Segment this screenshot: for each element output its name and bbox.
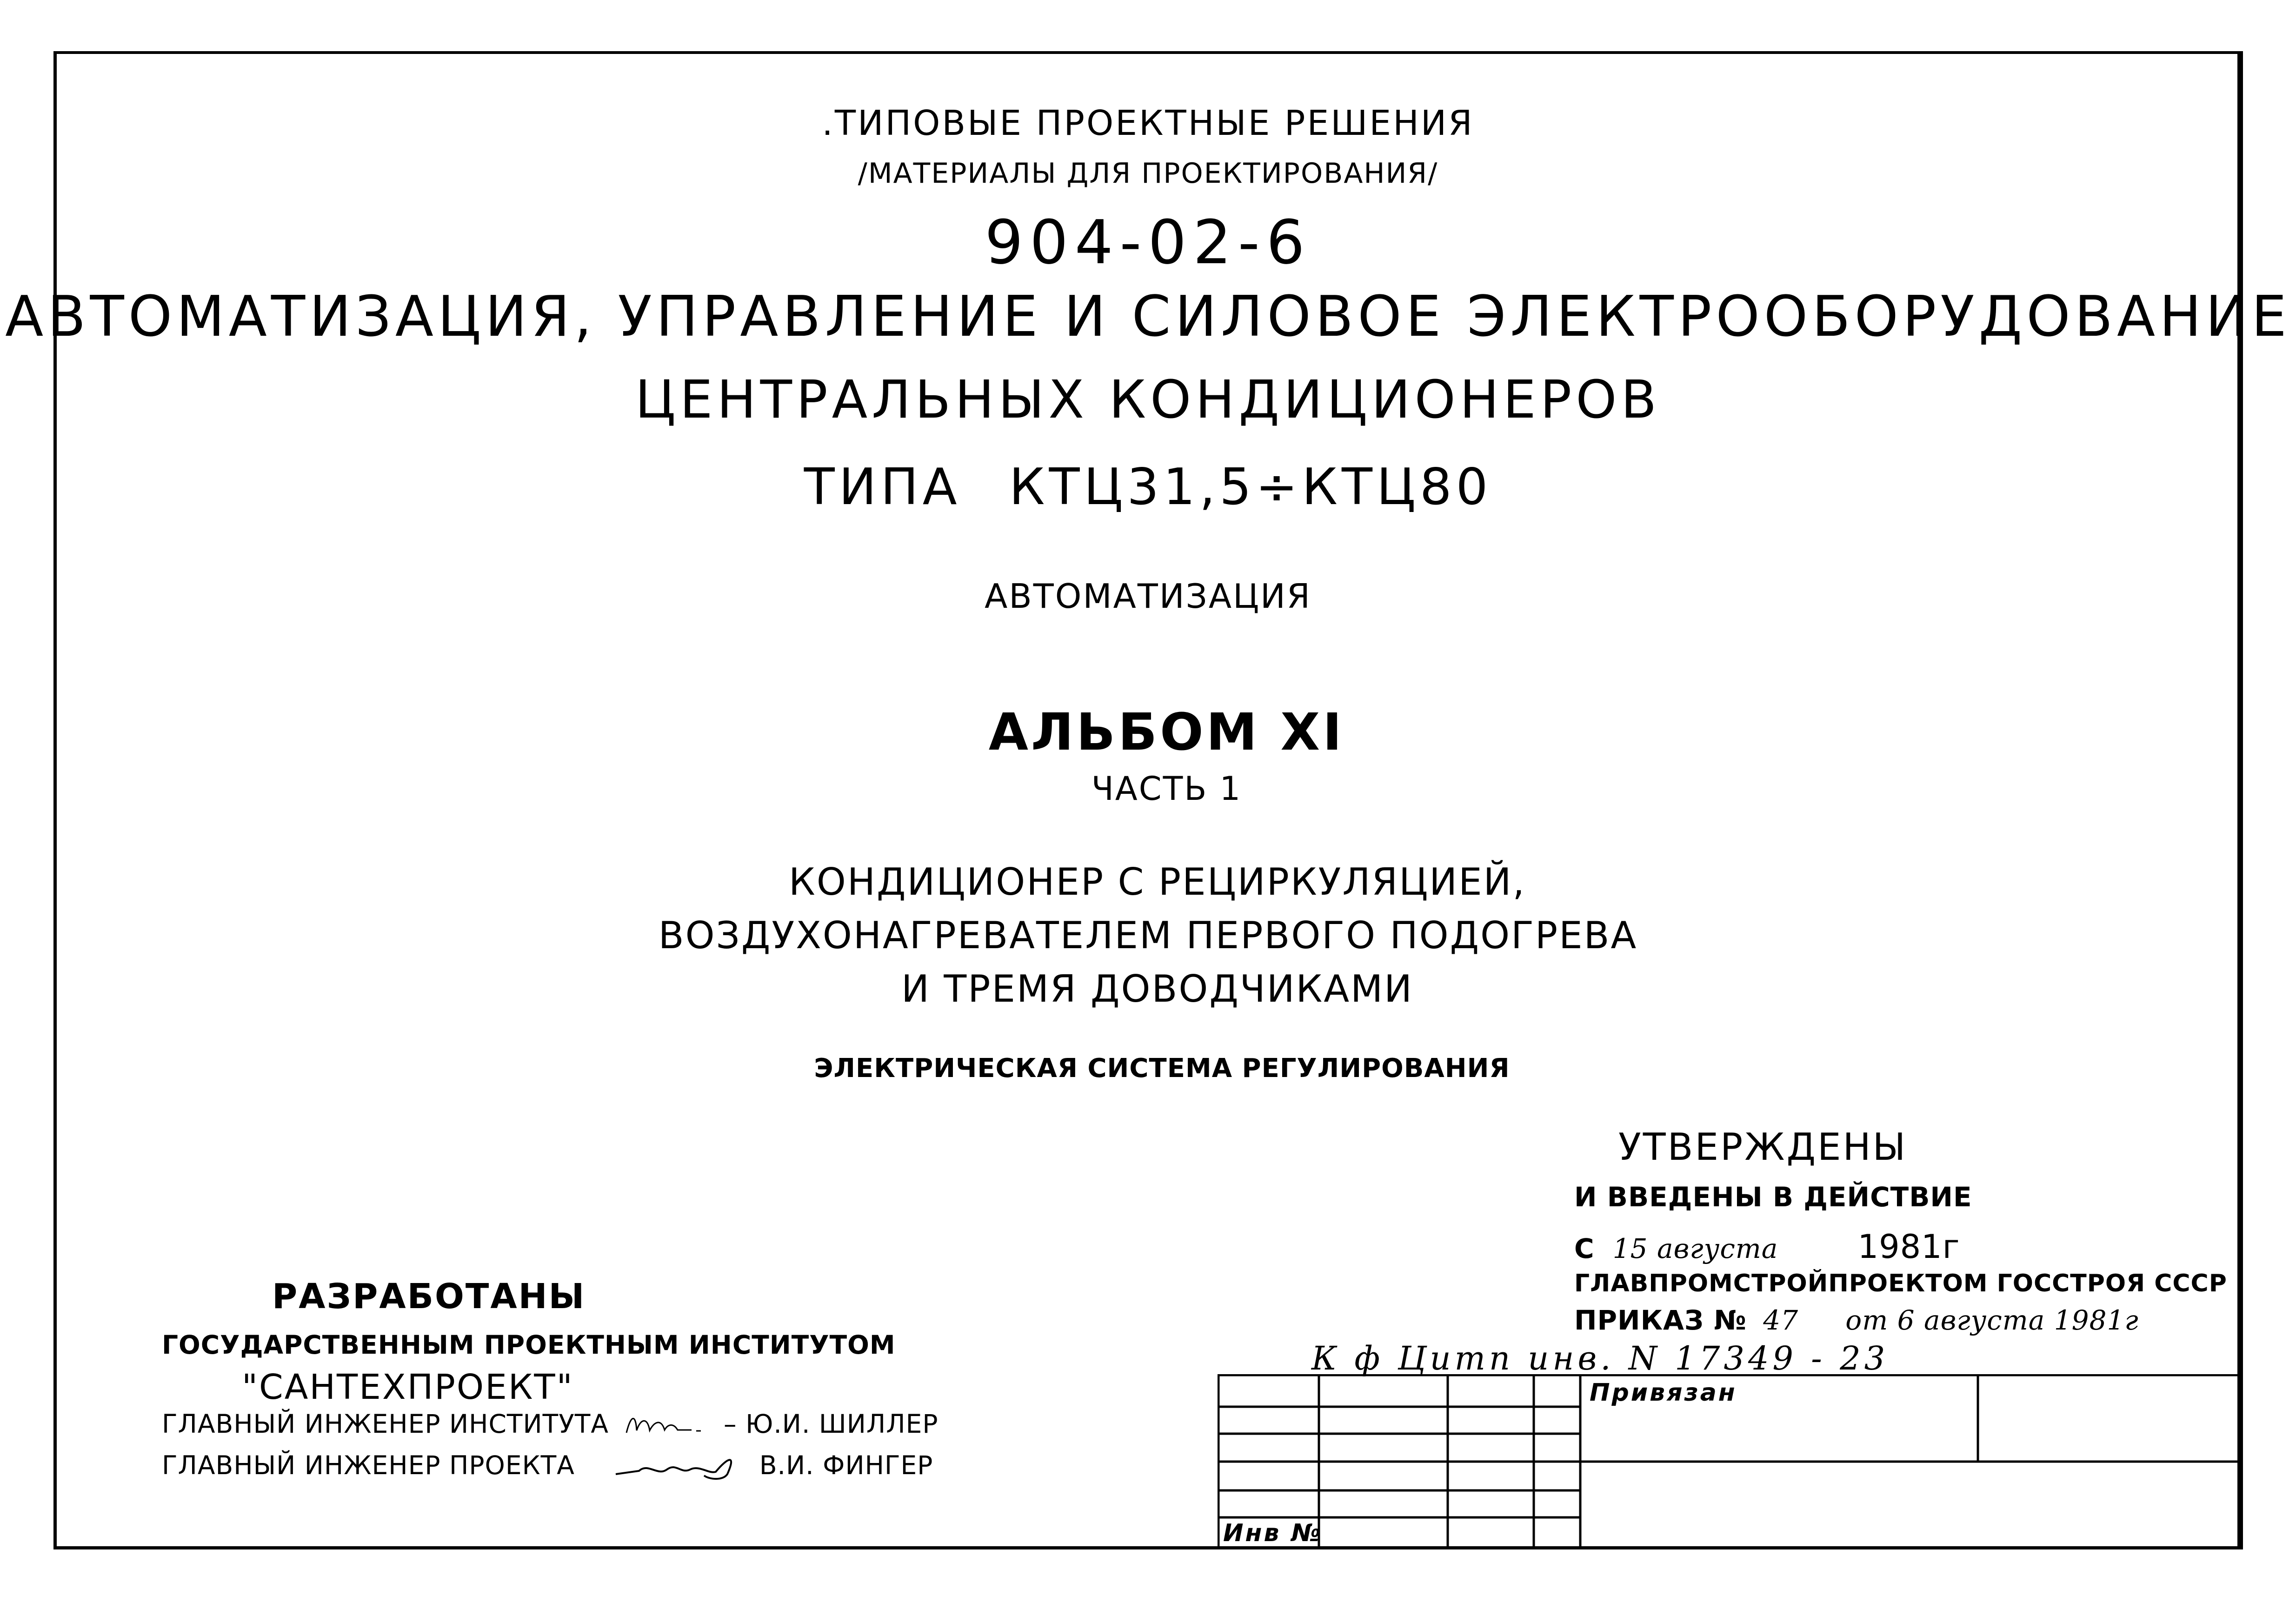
main-title-line-3: ТИПА КТЦ31,5÷КТЦ80 (804, 458, 1492, 516)
stamp-table (1218, 1374, 2237, 1546)
chief-engineer-institute (162, 1409, 938, 1442)
system-title: ЭЛЕКТРИЧЕСКАЯ СИСТЕМА РЕГУЛИРОВАНИЯ (814, 1053, 1510, 1084)
main-title-line-1: АВТОМАТИЗАЦИЯ, УПРАВЛЕНИЕ И СИЛОВОЕ ЭЛЕКТРООБОРУДОВАНИЕ (5, 285, 2291, 349)
approval-date (1574, 1228, 1960, 1266)
description-line-1: КОНДИЦИОНЕР С РЕЦИРКУЛЯЦИЕЙ, (789, 860, 1526, 904)
stamp-inv-label: Инв № (1223, 1519, 1323, 1547)
approval-order-prefix: ПРИКАЗ № (1574, 1304, 1747, 1336)
developer-institute: "САНТЕХПРОЕКТ" (242, 1367, 574, 1407)
main-title-line-2: ЦЕНТРАЛЬНЫХ КОНДИЦИОНЕРОВ (635, 370, 1661, 430)
approval-date-handwritten: 15 августа (1612, 1233, 1778, 1264)
approval-authority: ГЛАВПРОМСТРОЙПРОЕКТОМ ГОССТРОЯ СССР (1574, 1270, 2227, 1297)
chief-project-label: ГЛАВНЫЙ ИНЖЕНЕР ПРОЕКТА (162, 1450, 575, 1481)
description-line-2: ВОЗДУХОНАГРЕВАТЕЛЕМ ПЕРВОГО ПОДОГРЕВА (658, 914, 1638, 957)
chief-institute-name: – Ю.И. ШИЛЛЕР (723, 1409, 938, 1439)
approval-line-1: И ВВЕДЕНЫ В ДЕЙСТВИЕ (1574, 1181, 1972, 1213)
approval-order-number: 47 (1763, 1304, 1799, 1336)
series-title: .ТИПОВЫЕ ПРОЕКТНЫЕ РЕШЕНИЯ (822, 103, 1474, 143)
project-code: 904-02-6 (985, 207, 1311, 278)
inventory-handwritten: К ф Цитп инв. N 17349 - 23 (1311, 1339, 1889, 1377)
album-part: ЧАСТЬ 1 (1091, 770, 1242, 808)
chief-institute-label: ГЛАВНЫЙ ИНЖЕНЕР ИНСТИТУТА (162, 1409, 609, 1439)
description-line-3: И ТРЕМЯ ДОВОДЧИКАМИ (901, 967, 1413, 1011)
approval-year: 1981г (1857, 1228, 1960, 1266)
approval-date-prefix: С (1574, 1233, 1595, 1264)
series-subtitle: /МАТЕРИАЛЫ ДЛЯ ПРОЕКТИРОВАНИЯ/ (858, 157, 1438, 190)
stamp-attached-label: Привязан (1590, 1379, 1737, 1407)
signature-shiller (622, 1410, 710, 1442)
chief-project-name: В.И. ФИНГЕР (759, 1450, 933, 1481)
approval-order (1574, 1304, 2139, 1336)
approval-title: УТВЕРЖДЕНЫ (1618, 1125, 1908, 1169)
developer-line-1: ГОСУДАРСТВЕННЫМ ПРОЕКТНЫМ ИНСТИТУТОМ (162, 1330, 896, 1360)
chief-engineer-project (162, 1449, 933, 1486)
section-title: АВТОМАТИЗАЦИЯ (985, 577, 1311, 616)
developer-title: РАЗРАБОТАНЫ (272, 1277, 586, 1316)
album-title: АЛЬБОМ XI (988, 702, 1345, 762)
signature-finger (611, 1449, 741, 1486)
approval-order-date: от 6 августа 1981г (1845, 1304, 2139, 1336)
